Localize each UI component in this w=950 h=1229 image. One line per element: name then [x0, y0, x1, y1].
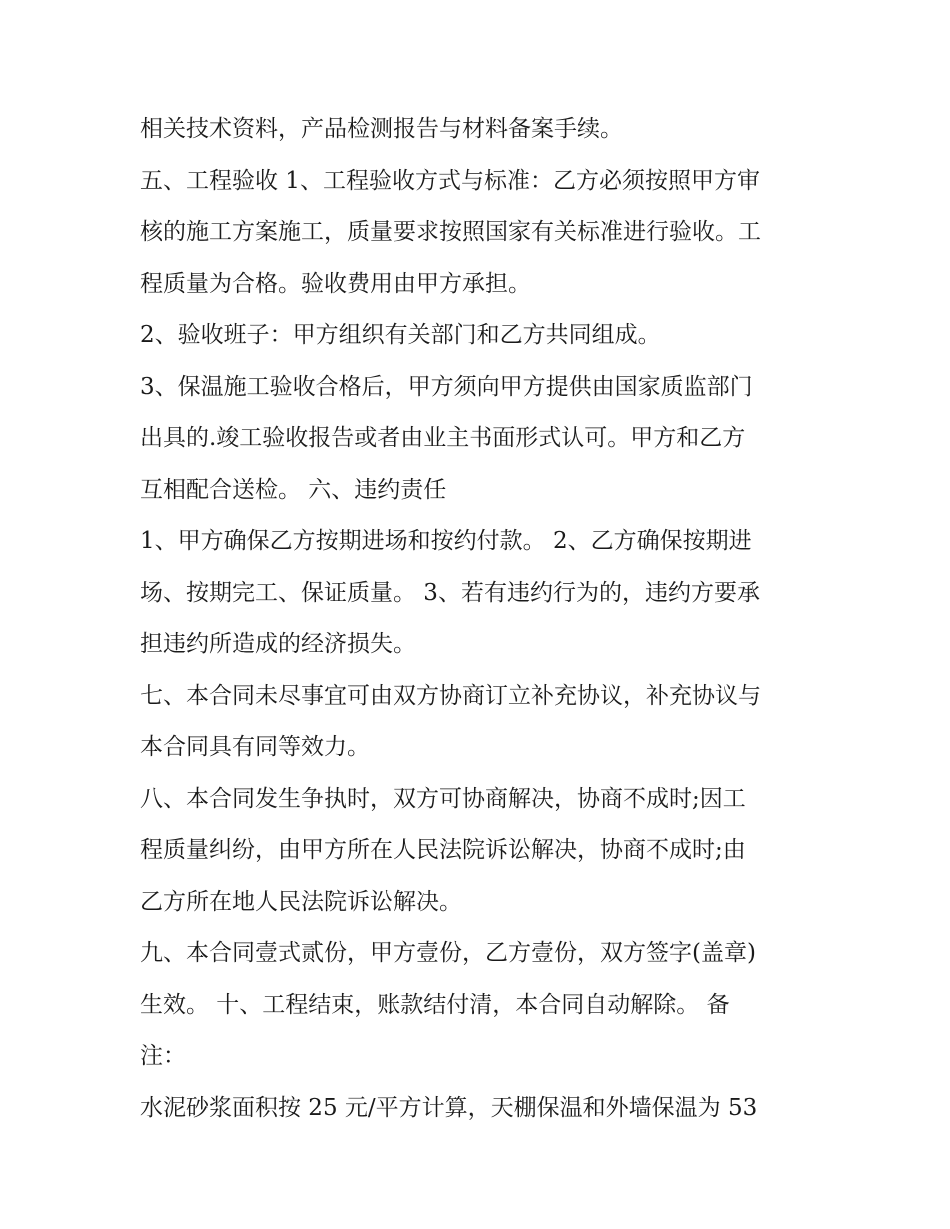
text-line: 五、工程验收 1、工程验收方式与标准：乙方必须按照甲方审 [140, 167, 760, 194]
text-line: 担违约所造成的经济损失。 [140, 631, 416, 657]
text-line: 水泥砂浆面积按 25 元/平方计算，天棚保温和外墙保温为 53 [140, 1094, 758, 1121]
text-line: 出具的.竣工验收报告或者由业主书面形式认可。甲方和乙方 [140, 425, 746, 451]
text-line: 注： [140, 1043, 186, 1069]
text-line: 1、甲方确保乙方按期进场和按约付款。 2、乙方确保按期进 [140, 528, 752, 554]
text-line: 程质量为合格。验收费用由甲方承担。 [140, 270, 531, 297]
text-line: 2、验收班子：甲方组织有关部门和乙方共同组成。 [140, 322, 661, 348]
text-line: 相关技术资料，产品检测报告与材料备案手续。 [140, 116, 623, 142]
text-line: 生效。 十、工程结束，账款结付清，本合同自动解除。 备 [140, 991, 730, 1018]
text-line: 程质量纠纷，由甲方所在人民法院诉讼解决，协商不成时;由 [140, 837, 746, 863]
text-line: 场、按期完工、保证质量。 3、若有违约行为的，违约方要承 [140, 579, 760, 606]
text-line: 乙方所在地人民法院诉讼解决。 [140, 888, 462, 915]
text-line: 3、保温施工验收合格后，甲方须向甲方提供由国家质监部门 [140, 373, 753, 400]
text-line: 互相配合送检。 六、违约责任 [140, 476, 447, 503]
text-line: 八、本合同发生争执时，双方可协商解决，协商不成时;因工 [140, 785, 746, 812]
text-line: 九、本合同壹式贰份，甲方壹份，乙方壹份，双方签字(盖章) [140, 940, 756, 966]
text-line: 七、本合同未尽事宜可由双方协商订立补充协议，补充协议与 [140, 682, 761, 709]
text-line: 核的施工方案施工，质量要求按照国家有关标准进行验收。工 [140, 219, 761, 245]
contract-text-body [140, 104, 820, 1134]
text-line: 本合同具有同等效力。 [140, 734, 370, 760]
